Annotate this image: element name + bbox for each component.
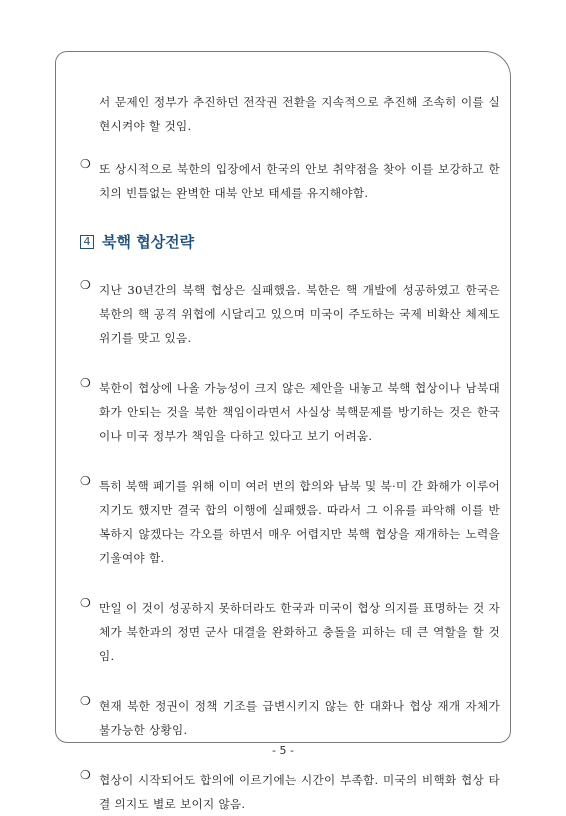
bullet-item bbox=[80, 474, 500, 570]
circle-bullet-icon: ❍ bbox=[80, 768, 91, 782]
circle-bullet-icon: ❍ bbox=[80, 376, 91, 390]
bullet-item bbox=[80, 376, 500, 448]
bullet-text: 만일 이 것이 성공하지 못하더라도 한국과 미국이 협상 의지를 표명하는 것 자체가 북한과의 정면 군사 대결을 완화하고 충돌을 피하는 데 큰 역할을 할 것임. bbox=[99, 601, 500, 663]
section-number-box: 4 bbox=[80, 235, 94, 249]
bullet-text: 북한이 협상에 나올 가능성이 크지 않은 제안을 내놓고 북핵 협상이나 남북대화가 안되는 것을 북한 책임이라면서 사실상 북핵문제를 방기하는 것은 한국이나 미국 정부가 책임을 다하고 있다고 보기 어려움. bbox=[99, 381, 500, 443]
section-title: 북핵 협상전략 bbox=[102, 233, 195, 251]
circle-bullet-icon: ❍ bbox=[80, 694, 91, 708]
bullet-item bbox=[80, 694, 500, 742]
circle-bullet-icon: ❍ bbox=[80, 278, 91, 292]
continued-paragraph: 서 문제인 정부가 추진하던 전작권 전환을 지속적으로 추진해 조속히 이를 실현시켜야 할 것임. bbox=[99, 95, 500, 133]
bullet-item bbox=[80, 596, 500, 668]
bullet-text: 협상이 시작되어도 합의에 이르기에는 시간이 부족함. 미국의 비핵화 협상 타결 의지도 별로 보이지 않음. bbox=[99, 773, 500, 811]
bullet-text: 지난 30년간의 북핵 협상은 실패했음. 북한은 핵 개발에 성공하였고 한국은 북한의 핵 공격 위협에 시달리고 있으며 미국이 주도하는 국제 비확산 체제도 위기를 맞고 있음. bbox=[99, 283, 500, 345]
bullet-item bbox=[80, 157, 500, 205]
bullet-text: 현재 북한 정권이 정책 기조를 급변시키지 않는 한 대화나 협상 재개 자체가 불가능한 상황임. bbox=[99, 699, 500, 737]
section-heading bbox=[80, 231, 500, 252]
circle-bullet-icon: ❍ bbox=[80, 474, 91, 488]
page-number: - 5 - bbox=[272, 744, 294, 757]
circle-bullet-icon: ❍ bbox=[80, 596, 91, 610]
document-body bbox=[80, 90, 500, 816]
bullet-text: 또 상시적으로 북한의 입장에서 한국의 안보 취약점을 찾아 이를 보강하고 한치의 빈틈없는 완벽한 대북 안보 태세를 유지해야함. bbox=[99, 162, 500, 200]
bullet-item bbox=[80, 768, 500, 816]
circle-bullet-icon: ❍ bbox=[80, 157, 91, 171]
bullet-item bbox=[80, 278, 500, 350]
bullet-text: 특히 북핵 폐기를 위해 이미 여러 번의 합의와 남북 및 북·미 간 화해가 이루어지기도 했지만 결국 합의 이행에 실패했음. 따라서 그 이유를 파악해 이를 반복하지 않겠다는 각오를 하면서 매우 어렵지만 북핵 협상을 재개하는 노력을 기울여야 함. bbox=[99, 479, 500, 565]
